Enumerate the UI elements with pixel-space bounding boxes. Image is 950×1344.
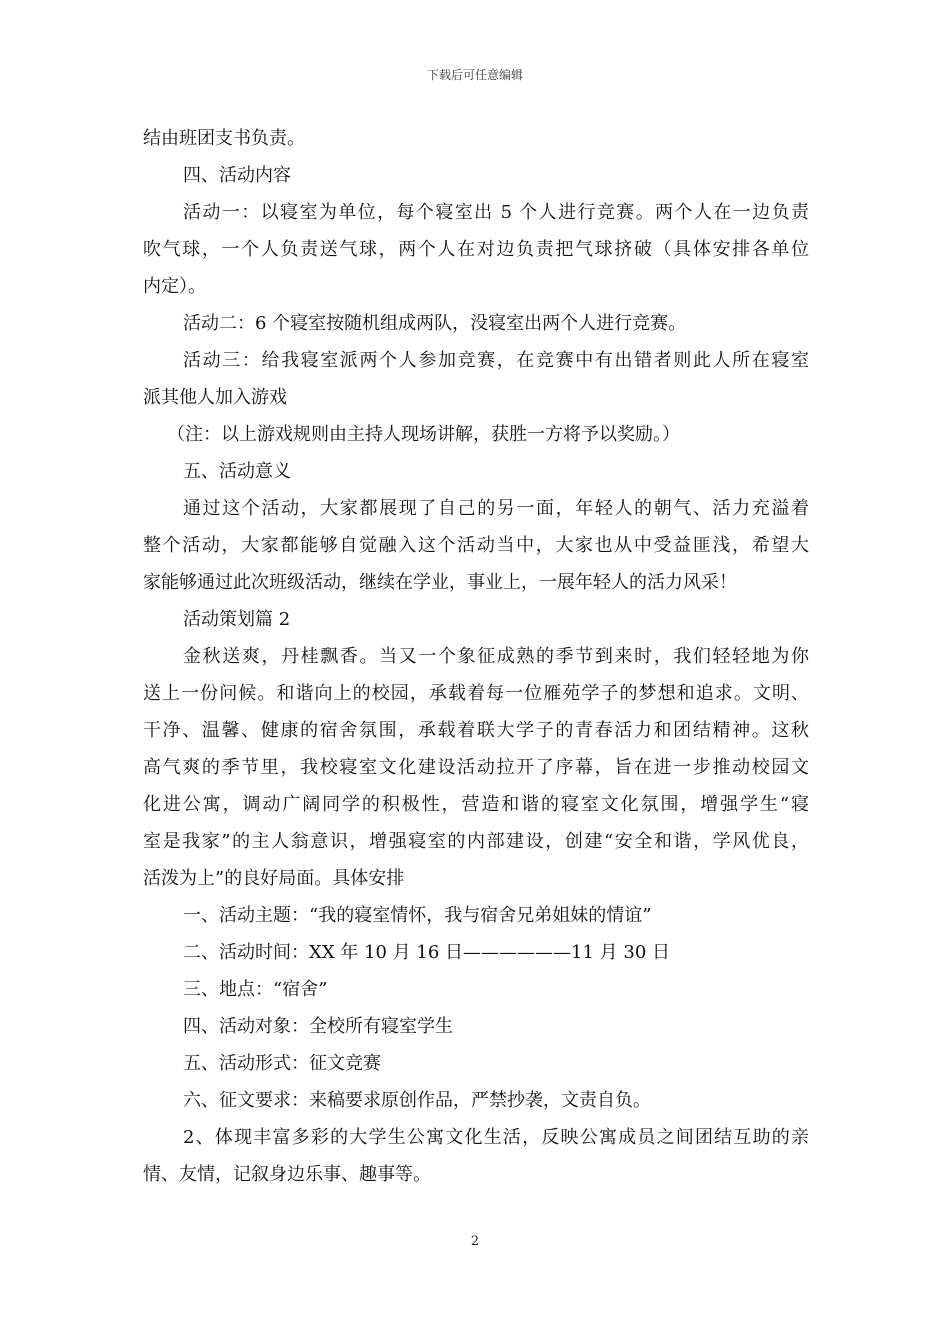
page-number: 2 [470,1234,480,1249]
paragraph-line: 活泼为上”的良好局面。具体安排 [143,868,405,889]
paragraph-line: （注：以上游戏规则由主持人现场讲解，获胜一方将予以奖励。） [167,424,680,445]
paragraph-line: 2、体现丰富多彩的大学生公寓文化生活，反映公寓成员之间团结互助的亲 [183,1127,809,1148]
paragraph-line: 活动一：以寝室为单位，每个寝室出 5 个人进行竞赛。两个人在一边负责 [183,202,809,223]
section-heading: 四、活动内容 [183,165,291,186]
list-item: 五、活动形式：征文竞赛 [183,1053,381,1074]
paragraph-line: 情、友情，记叙身边乐事、趣事等。 [143,1164,431,1185]
paragraph-line: 室是我家”的主人翁意识，增强寝室的内部建设，创建“安全和谐，学风优良， [143,831,809,852]
paragraph-line: 干净、温馨、健康的宿舍氛围，承载着联大学子的青春活力和团结精神。这秋 [143,720,809,741]
paragraph-line: 家能够通过此次班级活动，继续在学业，事业上，一展年轻人的活力风采！ [143,572,737,593]
paragraph-line: 结由班团支书负责。 [143,128,305,149]
paragraph-line: 送上一份问候。和谐向上的校园，承载着每一位雁苑学子的梦想和追求。文明、 [143,683,809,704]
paragraph-line: 整个活动，大家都能够自觉融入这个活动当中，大家也从中受益匪浅，希望大 [143,535,809,556]
list-item: 六、征文要求：来稿要求原创作品，严禁抄袭，文责自负。 [183,1090,651,1111]
document-body [143,120,809,1193]
list-item: 二、活动时间：XX 年 10 月 16 日——————11 月 30 日 [183,942,671,963]
paragraph-line: 派其他人加入游戏 [143,387,287,408]
paragraph-line: 高气爽的季节里，我校寝室文化建设活动拉开了序幕，旨在进一步推动校园文 [143,757,809,778]
section-heading: 五、活动意义 [183,461,291,482]
paragraph-line: 化进公寓，调动广阔同学的积极性，营造和谐的寝室文化氛围，增强学生“寝 [143,794,809,815]
paragraph-line: 通过这个活动，大家都展现了自己的另一面，年轻人的朝气、活力充溢着 [183,498,809,519]
section-heading: 活动策划篇 2 [183,609,291,630]
paragraph-line: 吹气球，一个人负责送气球，两个人在对边负责把气球挤破（具体安排各单位 [143,239,809,260]
list-item: 三、地点：“宿舍” [183,979,328,1000]
paragraph-line: 活动二：6 个寝室按随机组成两队，没寝室出两个人进行竞赛。 [183,313,687,334]
list-item: 一、活动主题：“我的寝室情怀，我与宿舍兄弟姐妹的情谊” [183,905,652,926]
paragraph-line: 内定）。 [143,276,206,297]
page-header: 下载后可任意编辑 [426,68,523,82]
list-item: 四、活动对象：全校所有寝室学生 [183,1016,453,1037]
paragraph-line: 活动三：给我寝室派两个人参加竞赛，在竞赛中有出错者则此人所在寝室 [183,350,809,371]
paragraph-line: 金秋送爽，丹桂飘香。当又一个象征成熟的季节到来时，我们轻轻地为你 [183,646,809,667]
